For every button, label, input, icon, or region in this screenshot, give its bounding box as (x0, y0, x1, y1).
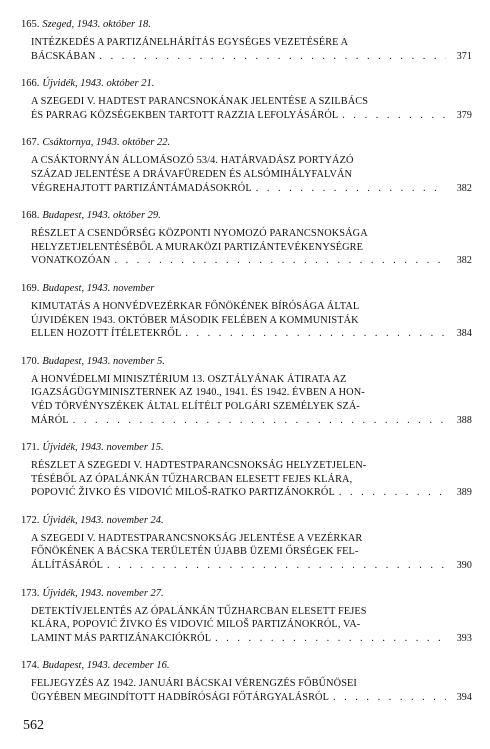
entry-page-number: 379 (456, 109, 472, 121)
entry-title-line (31, 632, 472, 646)
entry-title-text: ÉS PARRAG KÖZSÉGEKBEN TARTOTT RAZZIA LEFOLYÁSÁRÓL (31, 109, 339, 121)
entry-place-date: Budapest, 1943. december 16. (42, 660, 170, 672)
entry-number: 172. (21, 514, 40, 526)
entry-number: 173. (21, 587, 40, 599)
entry-page-number: 393 (456, 632, 472, 644)
dot-leader (339, 486, 446, 500)
entry-title-line (31, 473, 472, 487)
toc-entry (21, 659, 472, 704)
entry-title-text: A SZEGEDI V. HADTEST PARANCSNOKÁNAK JELENTÉSE A SZILBÁCS (31, 96, 369, 108)
entry-title-text: BÁCSKÁBAN (31, 50, 96, 62)
entry-title (31, 95, 472, 122)
entry-title-text: ELLEN HOZOTT ÍTÉLETEKRŐL (31, 328, 182, 340)
dot-leader (185, 327, 446, 341)
entry-page-number: 382 (456, 255, 472, 267)
entry-title-text: ÁLLÍTÁSÁRÓL (31, 560, 104, 572)
entry-page-number: 382 (456, 182, 472, 194)
entry-page-number: 388 (456, 414, 472, 426)
entry-title-text: A SZEGEDI V. HADTESTPARANCSNOKSÁG JELENTÉSE A VEZÉRKAR (31, 532, 363, 544)
entry-title (31, 373, 472, 427)
entry-title-line (31, 36, 472, 50)
entry-title-line (31, 109, 472, 123)
entry-title-line (31, 486, 472, 500)
entry-title-line (31, 414, 472, 428)
entry-header (21, 514, 472, 527)
entry-title-text: TÉSÉBŐL AZ ÓPALÁNKÁN TŰZHARCBAN ELESETT FEJES KLÁRA, (31, 473, 353, 485)
entry-number: 166. (21, 78, 40, 90)
entry-page-number: 389 (456, 487, 472, 499)
toc-entry (21, 282, 472, 341)
dot-leader (333, 691, 446, 705)
entry-number: 168. (21, 210, 40, 222)
dot-leader (342, 109, 446, 123)
toc-entry (21, 514, 472, 573)
entry-place-date: Újvidék, 1943. november 27. (42, 587, 164, 599)
entry-title-line (31, 691, 472, 705)
toc-entry (21, 209, 472, 268)
dot-leader (114, 254, 446, 268)
entry-page-number: 390 (456, 560, 472, 572)
entry-place-date: Budapest, 1943. november (42, 282, 155, 294)
dot-leader (256, 182, 446, 196)
entry-title-text: SZÁZAD JELENTÉSE A DRÁVAFÜREDEN ÉS ALSÓMIHÁLYFALVÁN (31, 168, 353, 180)
entry-page-number: 384 (456, 328, 472, 340)
entry-title-line (31, 386, 472, 400)
entry-title-text: FŐNÖKÉNEK A BÁCSKA TERÜLETÉN ÚJABB ÜZEMI ŐRSÉGEK FEL- (31, 546, 359, 558)
dot-leader (215, 632, 446, 646)
entry-title-line (31, 327, 472, 341)
entry-number: 167. (21, 137, 40, 149)
entry-title-text: RÉSZLET A SZEGEDI V. HADTESTPARANCSNOKSÁG HELYZETJELEN- (31, 460, 367, 472)
entry-title (31, 300, 472, 341)
entry-title-line (31, 459, 472, 473)
entry-title (31, 677, 472, 704)
entry-title-text: VÉD TÖRVÉNYSZÉKEK ÁLTAL ELÍTÉLT POLGÁRI SZEMÉLYEK SZÁ- (31, 400, 360, 412)
entry-title-line (31, 154, 472, 168)
entry-title (31, 532, 472, 573)
page-number: 562 (23, 718, 44, 733)
entry-title-text: FELJEGYZÉS AZ 1942. JANUÁRI BÁCSKAI VÉRENGZÉS FŐBŰNÖSEI (31, 678, 357, 690)
entry-title-line (31, 677, 472, 691)
toc-entry (21, 441, 472, 500)
entry-title-text: KIMUTATÁS A HONVÉDVEZÉRKAR FŐNÖKÉNEK BÍRÓSÁGA ÁLTAL (31, 300, 360, 312)
toc-entry (21, 136, 472, 195)
entry-title-text: POPOVIĆ ŽIVKO ÉS VIDOVIĆ MILOŠ-RATKO PARTIZÁNOKRÓL (31, 487, 335, 499)
entry-place-date: Budapest, 1943. november 5. (42, 355, 165, 367)
entry-title (31, 605, 472, 646)
entry-title-line (31, 241, 472, 255)
entry-title-line (31, 182, 472, 196)
entry-title-line (31, 168, 472, 182)
entry-title-line (31, 300, 472, 314)
entry-title-text: ÜGYÉBEN MEGINDÍTOTT HADBÍRÓSÁGI FŐTÁRGYALÁSRÓL (31, 692, 329, 704)
entry-title-line (31, 314, 472, 328)
entry-title-text: DETEKTÍVJELENTÉS AZ ÓPALÁNKÁN TŰZHARCBAN ELESETT FEJES (31, 605, 367, 617)
entry-title-text: LAMINT MÁS PARTIZÁNAKCIÓKRÓL (31, 632, 212, 644)
entry-title-line (31, 618, 472, 632)
entry-number: 165. (21, 19, 40, 30)
entry-title-line (31, 50, 472, 64)
toc-entry (21, 18, 472, 63)
entry-title-text: RÉSZLET A CSENDŐRSÉG KÖZPONTI NYOMOZÓ PARANCSNOKSÁGA (31, 228, 368, 240)
entry-title-text: INTÉZKEDÉS A PARTIZÁNELHÁRÍTÁS EGYSÉGES VEZETÉSÉRE A (31, 37, 349, 48)
entry-number: 174. (21, 660, 40, 672)
entry-title (31, 154, 472, 195)
entry-place-date: Csáktornya, 1943. október 22. (42, 137, 171, 149)
entry-header (21, 209, 472, 222)
entry-title-text: IGAZSÁGÜGYMINISZTERNEK AZ 1940., 1941. ÉS 1942. ÉVBEN A HON- (31, 387, 365, 399)
entry-number: 171. (21, 442, 40, 454)
entry-title-text: A CSÁKTORNYÁN ÁLLOMÁSOZÓ 53/4. HATÁRVADÁSZ PORTYÁZÓ (31, 155, 354, 167)
entry-title-text: A HONVÉDELMI MINISZTÉRIUM 13. OSZTÁLYÁNAK ÁTIRATA AZ (31, 373, 347, 385)
entry-title-text: MÁRÓL (31, 414, 69, 426)
entry-place-date: Újvidék, 1943. október 21. (42, 78, 155, 90)
entry-title-line (31, 227, 472, 241)
entry-place-date: Újvidék, 1943. november 24. (42, 514, 164, 526)
toc-entry (21, 77, 472, 122)
entry-title-text: VÉGREHAJTOTT PARTIZÁNTÁMADÁSOKRÓL (31, 182, 252, 194)
entry-header (21, 355, 472, 368)
entry-title-text: KLÁRA, POPOVIĆ ŽIVKO ÉS VIDOVIĆ MILOŠ PARTIZÁNOKRÓL, VA- (31, 619, 361, 631)
entry-title-line (31, 95, 472, 109)
entry-header (21, 587, 472, 600)
entry-title (31, 36, 472, 63)
entry-number: 170. (21, 355, 40, 367)
entry-header (21, 136, 472, 149)
entry-header (21, 77, 472, 90)
entry-title-line (31, 545, 472, 559)
toc-entry (21, 355, 472, 427)
entry-title-text: VONATKOZÓAN (31, 255, 111, 267)
dot-leader (107, 559, 446, 573)
table-of-contents (21, 18, 472, 719)
entry-header (21, 659, 472, 672)
entry-number: 169. (21, 282, 40, 294)
dot-leader (73, 414, 446, 428)
entry-title (31, 227, 472, 268)
toc-entry (21, 587, 472, 646)
entry-place-date: Újvidék, 1943. november 15. (42, 442, 164, 454)
entry-page-number: 371 (456, 50, 472, 62)
entry-title-line (31, 559, 472, 573)
entry-title-line (31, 373, 472, 387)
entry-page-number: 394 (456, 692, 472, 704)
entry-title-line (31, 532, 472, 546)
entry-title-line (31, 605, 472, 619)
entry-title-line (31, 254, 472, 268)
entry-header (21, 282, 472, 295)
entry-title (31, 459, 472, 500)
entry-place-date: Szeged, 1943. október 18. (42, 19, 151, 30)
entry-title-text: HELYZETJELENTÉSÉBŐL A MURAKÖZI PARTIZÁNTEVÉKENYSÉGRE (31, 241, 363, 253)
entry-header (21, 441, 472, 454)
entry-title-text: ÚJVIDÉKEN 1943. OKTÓBER MÁSODIK FELÉBEN A KOMMUNISTÁK (31, 314, 359, 326)
entry-title-line (31, 400, 472, 414)
dot-leader (99, 50, 446, 64)
entry-header (21, 18, 472, 31)
entry-place-date: Budapest, 1943. október 29. (42, 210, 161, 222)
